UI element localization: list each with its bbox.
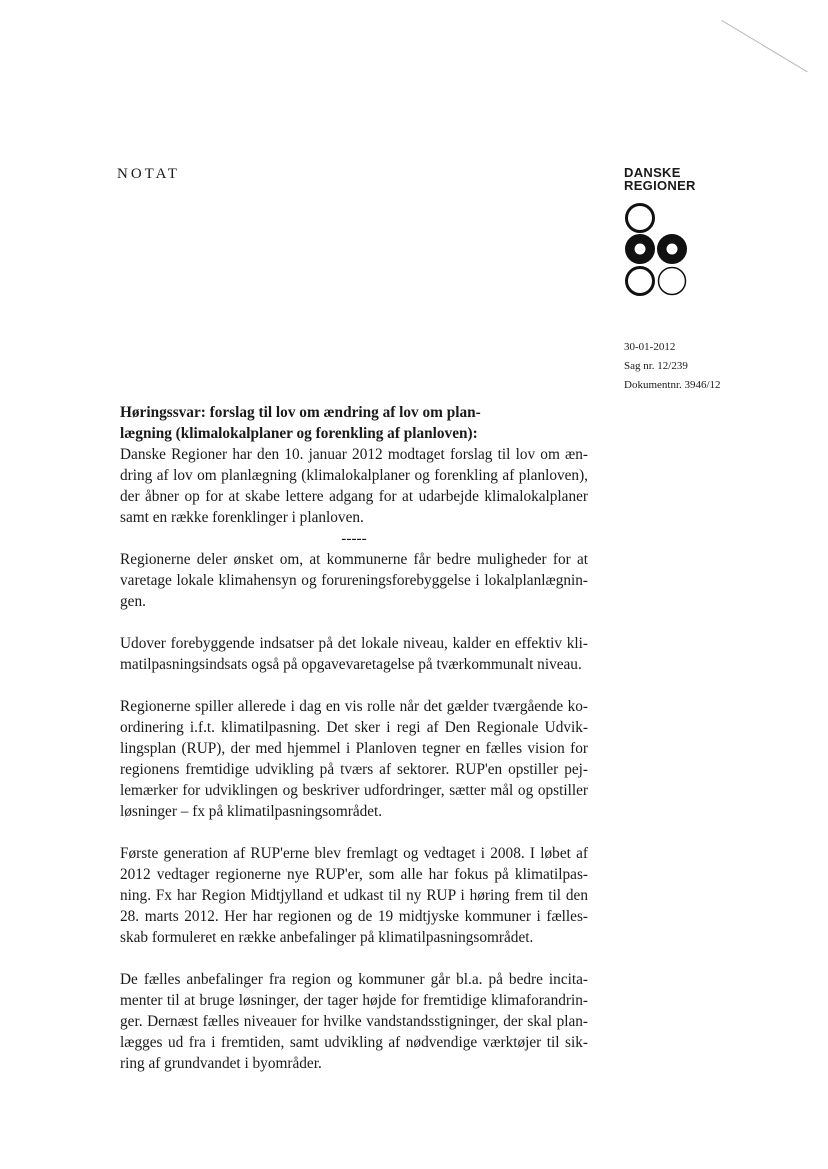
paragraph-line: Danske Regioner har den 10. januar 2012 modtaget forslag til lov om æn- [120, 446, 588, 463]
paragraph-line: 2012 vedtager regionerne nye RUP'er, som alle har fokus på klimatilpas- [120, 866, 588, 883]
scan-artifact-line [721, 20, 807, 72]
paragraph-line: matilpasningsindsats også på opgavevaretagelse på tværkommunalt niveau. [120, 656, 582, 673]
paragraph-line: ordinering i.f.t. klimatilpasning. Det sker i regi af Den Regionale Udvik- [120, 719, 588, 736]
paragraph-spacer [120, 675, 588, 696]
section-divider: ----- [341, 530, 367, 547]
document-heading [120, 402, 588, 444]
paragraph-spacer [120, 948, 588, 969]
paragraph-line: De fælles anbefalinger fra region og kommuner går bl.a. på bedre incita- [120, 971, 588, 988]
paragraph-1 [120, 549, 588, 612]
paragraph-spacer [120, 822, 588, 843]
paragraph-line: Udover forebyggende indsatser på det lokale niveau, kalder en effektiv kli- [120, 635, 588, 652]
paragraph-line: der åbner op for at skabe lettere adgang for at udarbejde klimalokalplaner [120, 488, 588, 505]
paragraph-line: samt en række forenklinger i planloven. [120, 509, 364, 526]
logo-text-line-2: REGIONER [624, 178, 696, 193]
paragraph-line: 28. marts 2012. Her har regionen og de 19 midtjyske kommuner i fælles- [120, 908, 588, 925]
paragraph-line: lemærker for udviklingen og beskriver udfordringer, sætter mål og opstiller [120, 782, 588, 799]
paragraph-line: løsninger – fx på klimatilpasningsområdet. [120, 803, 383, 820]
paragraph-line: skab formuleret en række anbefalinger på klimatilpasningsområdet. [120, 929, 534, 946]
paragraph-line: ning. Fx har Region Midtjylland et udkast til ny RUP i høring frem til den [120, 887, 588, 904]
paragraph-3 [120, 696, 588, 822]
logo-text-line-1: DANSKE [624, 165, 681, 180]
paragraph-line: Regionerne spiller allerede i dag en vis rolle når det gælder tværgående ko- [120, 698, 588, 715]
document-body [120, 402, 588, 1074]
paragraph-line: varetage lokale klimahensyn og forureningsforebyggelse i lokalplanlægnin- [120, 572, 588, 589]
paragraph-line: regionens fremtidige udvikling på tværs af sektorer. RUP'en opstiller pej- [120, 761, 588, 778]
paragraph-line: lingsplan (RUP), der med hjemmel i Planloven tegner en fælles vision for [120, 740, 588, 757]
heading-line: lægning (klimalokalplaner og forenkling af planloven): [120, 425, 478, 442]
paragraph-5 [120, 969, 588, 1074]
paragraph-line: Regionerne deler ønsket om, at kommunerne får bedre muligheder for at [120, 551, 588, 568]
document-number: Dokumentnr. 3946/12 [624, 379, 721, 391]
paragraph-line: Første generation af RUP'erne blev fremlagt og vedtaget i 2008. I løbet af [120, 845, 588, 862]
document-type-label: NOTAT [117, 166, 180, 182]
case-number: Sag nr. 12/239 [624, 360, 688, 372]
paragraph-line: ring af grundvandet i byområder. [120, 1055, 322, 1072]
paragraph-spacer [120, 612, 588, 633]
paragraph-line: dring af lov om planlægning (klimalokalplaner og forenkling af planloven), [120, 467, 588, 484]
paragraph-2 [120, 633, 588, 675]
document-date: 30-01-2012 [624, 341, 676, 353]
paragraph-line: gen. [120, 593, 146, 610]
intro-paragraph [120, 444, 588, 528]
paragraph-line: ger. Dernæst fælles niveauer for hvilke vandstandsstigninger, der skal plan- [120, 1013, 588, 1030]
paragraph-4 [120, 843, 588, 948]
document-metadata [624, 338, 721, 395]
danske-regioner-logo [624, 166, 724, 298]
logo-circles-icon [624, 202, 694, 298]
heading-line: Høringssvar: forslag til lov om ændring af lov om plan- [120, 404, 481, 421]
paragraph-line: lægges ud fra i fremtiden, samt udvikling af nødvendige værktøjer til sik- [120, 1034, 588, 1051]
paragraph-line: menter til at bruge løsninger, der tager højde for fremtidige klimaforandrin- [120, 992, 588, 1009]
